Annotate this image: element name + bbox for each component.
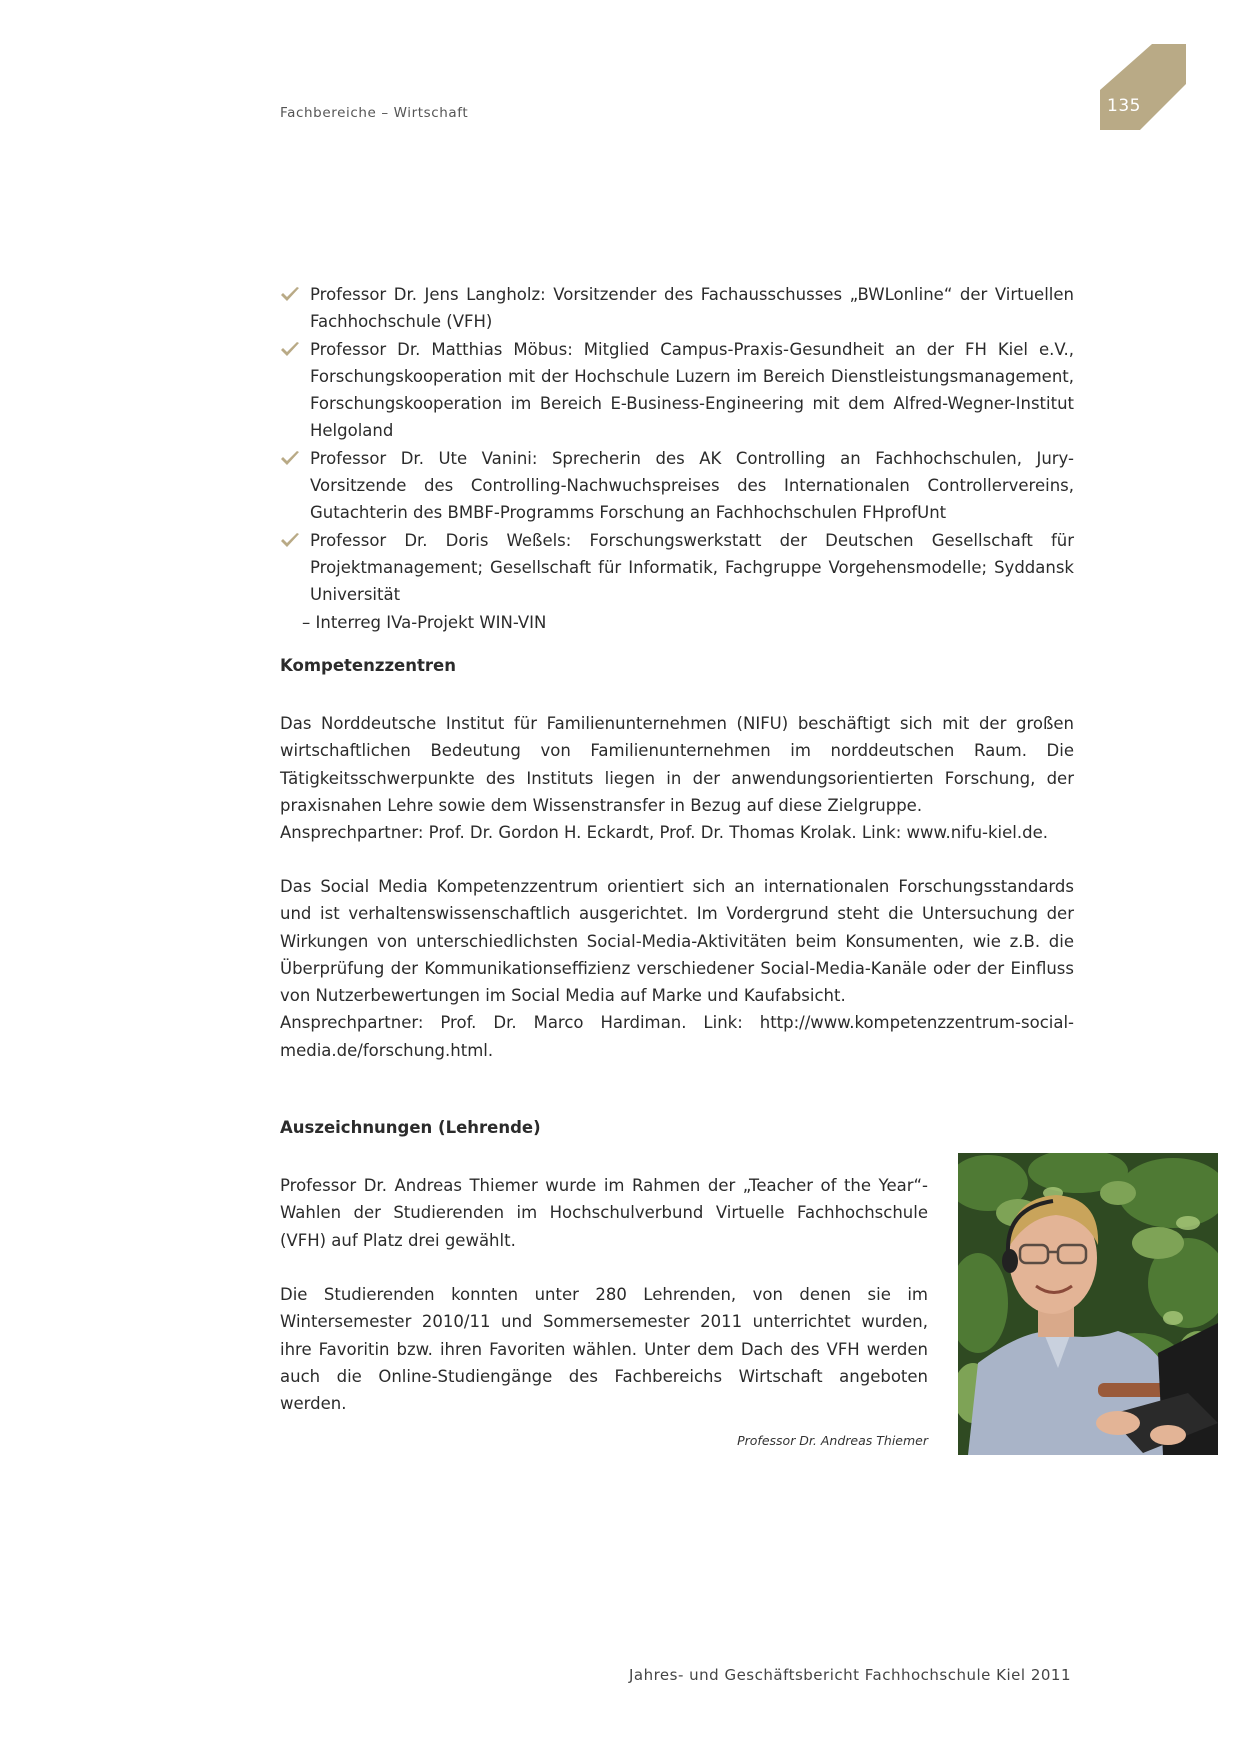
list-item-text: Professor Dr. Matthias Möbus: Mitglied Campus-Praxis-Gesundheit an der FH Kiel e.V., Forschungskooperation mit der Hochschule Luzern im Bereich Dienstleistungsmanagement, Forschungskooperation im Bereich E-Business-Engineering mit dem Alfred-Wegner-Institut Helgoland [310,339,1074,441]
page-footer: Jahres- und Geschäftsbericht Fachhochschule Kiel 2011 [628,1666,1071,1684]
nifu-contact: Ansprechpartner: Prof. Dr. Gordon H. Eckardt, Prof. Dr. Thomas Krolak. Link: www.nifu-kiel.de. [280,823,1048,843]
check-icon [280,341,300,357]
photo-caption: Professor Dr. Andreas Thiemer [737,1433,928,1448]
section-heading-kompetenzzentren: Kompetenzzentren [280,656,456,675]
page-tab-cut [1100,44,1186,130]
list-item-continuation: – Interreg IVa-Projekt WIN-VIN [302,612,547,632]
section-heading-auszeichnungen: Auszeichnungen (Lehrende) [280,1118,541,1137]
award-paragraph-1: Professor Dr. Andreas Thiemer wurde im Rahmen der „Teacher of the Year“-Wahlen der Studierenden im Hochschulverbund Virtuelle Fachhochschule (VFH) auf Platz drei gewählt. [280,1176,928,1250]
list-item [280,527,1074,609]
list-item [280,281,1074,336]
membership-list [280,281,1074,636]
social-media-paragraph: Das Social Media Kompetenzzentrum orientiert sich an internationalen Forschungsstandards und ist verhaltenswissenschaftlich ausgerichtet. Im Vordergrund steht die Untersuchung der Wirkungen von unterschiedlichsten Social-Media-Aktivitäten beim Konsumenten, wie z.B. die Überprüfung der Kommunikationseffizienz verschiedener Social-Media-Kanäle oder der Einfluss von Nutzerbewertungen im Social Media auf Marke und Kaufabsicht. [280,877,1074,1006]
page-number: 135 [1107,96,1141,116]
social-media-contact: Ansprechpartner: Prof. Dr. Marco Hardiman. Link: http://www.kompetenzzentrum-social-media.de/forschung.html. [280,1013,1074,1060]
portrait-photo [958,1153,1218,1455]
nifu-paragraph: Das Norddeutsche Institut für Familienunternehmen (NIFU) beschäftigt sich mit der großen wirtschaftlichen Bedeutung von Familienunternehmen im norddeutschen Raum. Die Tätigkeitsschwerpunkte des Instituts liegen in der anwendungsorientierten Forschung, der praxisnahen Lehre sowie dem Wissenstransfer in Bezug auf diese Zielgruppe. [280,714,1074,815]
running-head: Fachbereiche – Wirtschaft [280,105,469,121]
check-icon [280,286,300,302]
list-item [280,336,1074,445]
list-item [280,445,1074,527]
nifu-block [280,710,1074,846]
check-icon [280,532,300,548]
list-item-text: Professor Dr. Jens Langholz: Vorsitzender des Fachausschusses „BWLonline“ der Virtuellen Fachhochschule (VFH) [310,285,1074,332]
check-icon [280,450,300,466]
award-paragraph-2: Die Studierenden konnten unter 280 Lehrenden, von denen sie im Wintersemester 2010/11 und Sommersemester 2011 unterrichtet wurden, ihre Favoritin bzw. ihren Favoriten wählen. Unter dem Dach des VFH werden auch die Online-Studiengänge des Fachbereichs Wirtschaft angeboten werden. [280,1285,928,1414]
list-item-text: Professor Dr. Doris Weßels: Forschungswerkstatt der Deutschen Gesellschaft für Projektmanagement; Gesellschaft für Informatik, Fachgruppe Vorgehensmodelle; Syddansk Universität [310,530,1074,605]
social-media-block [280,873,1074,1064]
list-item-text: Professor Dr. Ute Vanini: Sprecherin des AK Controlling an Fachhochschulen, Jury-Vorsitzende des Controlling-Nachwuchspreises des Internationalen Controllervereins, Gutachterin des BMBF-Programms Forschung an Fachhochschulen FHprofUnt [310,448,1074,523]
